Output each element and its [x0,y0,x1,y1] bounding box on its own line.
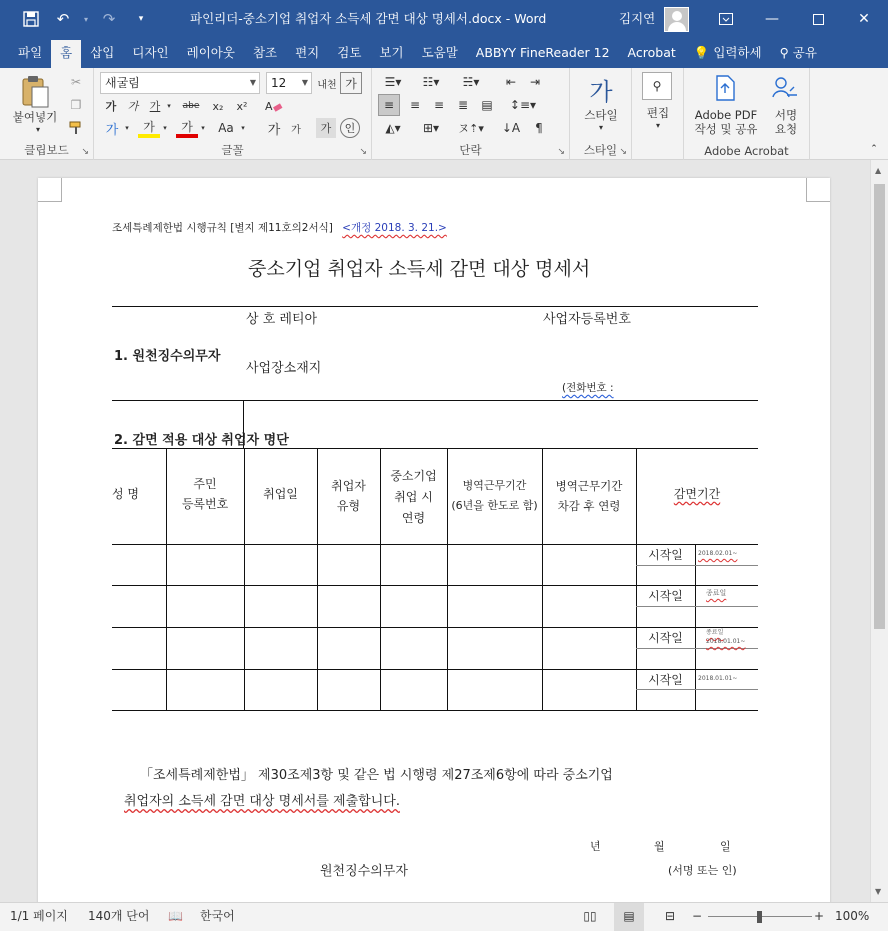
request-signature-line2: 요청 [774,122,798,136]
editing-search-icon[interactable]: ⚲ [642,72,672,100]
user-name[interactable]: 김지연 [619,11,656,26]
underline-dropdown-icon[interactable]: ▾ [167,102,171,110]
divider [112,400,758,401]
svg-text:A: A [265,100,273,113]
page-count[interactable]: 1/1 페이지 [10,909,68,923]
period-hint [698,675,737,682]
editing-dropdown-icon[interactable]: ▾ [655,120,660,130]
ribbon-display-icon[interactable] [703,0,749,38]
tell-me-label: 입력하세 [713,45,762,60]
column-header-employment-date: 취업일 [263,487,298,501]
share-button[interactable] [771,40,833,68]
column-header-military-period: 병역근무기간 (6년을 한도로 함) [451,479,538,512]
column-header-exemption-period [636,484,758,504]
document-area [0,160,870,902]
request-signature-icon[interactable] [770,74,800,102]
font-size-combo[interactable] [266,72,312,94]
start-date-label: 시작일 [648,631,683,645]
subscript-icon[interactable]: x₂ [212,99,224,113]
highlight-icon[interactable]: 가 [138,118,160,138]
request-signature-line1: 서명 [774,108,798,122]
proofing-icon[interactable]: 📖 [168,909,183,923]
paste-icon[interactable] [10,72,60,112]
table-border [112,710,758,711]
zoom-slider-thumb[interactable] [757,911,762,923]
column-header-age-at-hire: 중소기업 취업 시 연령 [390,469,437,525]
section-employee-list: 2. 감면 적용 대상 취업자 명단 [114,433,289,448]
highlight-dropdown-icon[interactable]: ▾ [163,124,167,132]
collapse-ribbon-icon[interactable]: ⌃ [870,144,878,154]
distributed-icon[interactable]: ▤ [481,98,493,112]
font-name-combo[interactable] [100,72,260,94]
scroll-down-icon[interactable]: ▼ [875,887,882,896]
undo-dropdown-icon[interactable]: ▾ [83,14,88,24]
form-header [112,220,447,235]
column-header-name: 성 명 [112,487,139,501]
window-title: 파인리더-중소기업 취업자 소득세 감면 대상 명세서.docx - Word [190,11,547,26]
ribbon-tabs [0,38,888,68]
scroll-up-icon[interactable]: ▲ [875,166,882,175]
ribbon [0,68,888,160]
period-hint [698,550,737,557]
form-header-revision: <개정 2018. 3. 21.> [342,222,447,234]
statement-line2 [124,790,400,809]
align-left-icon[interactable]: ≡ [378,94,400,116]
justify-icon[interactable]: ≣ [457,98,469,112]
web-layout-icon[interactable]: ⊟ [664,909,676,923]
table-border [695,544,696,710]
grow-font-icon[interactable]: 가 [267,122,281,138]
table-border [636,606,758,607]
acrobat-group-label: Adobe Acrobat [704,144,789,158]
company-row [246,308,317,327]
borders-icon[interactable]: ⊞▾ [422,121,440,135]
bullets-icon[interactable]: ☰▾ [384,75,402,89]
customize-qat-icon[interactable]: ▾ [138,14,144,24]
copy-icon[interactable]: ❐ [70,98,82,112]
decrease-indent-icon[interactable]: ⇤ [505,75,517,89]
period-hint-text: 2018.01.01~ [698,675,738,682]
column-header-age-after-military: 병역근무기간 차감 후 연령 [555,479,623,513]
tell-me-search[interactable] [685,40,771,68]
clipboard-group [0,68,94,160]
margin-corner-mark [806,178,830,202]
paste-dropdown-icon[interactable]: ▾ [35,124,40,134]
share-label: 공유 [792,45,817,60]
avatar[interactable] [664,7,689,32]
person-icon: ⚲ [779,45,789,60]
redo-icon[interactable]: ↷ [102,10,116,28]
format-painter-icon[interactable] [66,118,86,138]
tab-acrobat[interactable]: Acrobat [627,45,676,60]
text-effects-icon[interactable]: 가 [105,122,119,138]
tab-references[interactable]: 참조 [252,45,278,60]
tab-insert[interactable]: 삽입 [90,45,115,60]
superscript-icon[interactable]: x² [236,99,248,113]
signature-note: (서명 또는 인) [668,864,737,877]
clipboard-launcher-icon[interactable]: ↘ [81,147,89,157]
tab-review[interactable]: 검토 [337,45,362,60]
period-hint-text: 2018.02.01~ [698,550,738,557]
italic-icon[interactable]: 가 [127,100,139,113]
company-label: 상 호 [246,312,276,327]
request-signature-label[interactable] [766,108,806,136]
font-size-value: 12 [271,76,287,90]
enclose-characters-icon[interactable]: 가 [340,72,362,94]
period-hint-text: 종료일 [706,589,727,597]
shrink-font-icon[interactable]: 가 [291,124,301,136]
font-launcher-icon[interactable]: ↘ [359,147,367,157]
tab-abbyy[interactable]: ABBYY FineReader 12 [475,45,610,60]
zoom-in-icon[interactable]: + [814,909,825,923]
period-hint [706,628,745,646]
font-color-icon[interactable]: 가 [176,118,198,138]
create-pdf-icon[interactable] [712,74,738,102]
print-layout-icon[interactable]: ▤ [614,903,644,931]
bold-icon[interactable]: 가 [105,100,117,113]
paragraph-group-label: 단락 [459,143,482,157]
tab-help[interactable]: 도움말 [421,45,458,60]
date-day: 일 [720,840,731,853]
company-value: 레티아 [279,312,318,327]
editing-button-label[interactable]: 편집 [646,106,670,120]
period-hint [706,588,726,598]
acrobat-group [684,68,810,160]
styles-dropdown-icon[interactable]: ▾ [598,122,603,132]
asian-layout-icon[interactable]: ヌ⇡▾ [458,122,484,135]
scrollbar-thumb[interactable] [874,184,885,629]
exemption-period-label: 감면기간 [673,487,721,501]
maximize-icon[interactable] [795,0,841,38]
paragraph-group [372,68,570,160]
cut-icon[interactable]: ✂ [70,75,82,89]
styles-group-label: 스타일 [583,143,618,157]
document-title: 중소기업 취업자 소득세 감면 대상 명세서 [248,258,591,280]
tab-layout[interactable]: 레이아웃 [186,45,235,60]
close-icon[interactable]: ✕ [858,11,870,27]
font-color-dropdown-icon[interactable]: ▾ [201,124,205,132]
multilevel-list-icon[interactable]: ☵▾ [462,75,480,89]
save-icon[interactable] [16,4,46,34]
underline-icon[interactable]: 가 [149,100,161,113]
tab-view[interactable]: 보기 [379,45,404,60]
change-case-dropdown-icon[interactable]: ▾ [241,124,245,132]
create-pdf-line1: Adobe PDF [694,108,758,122]
tab-file[interactable]: 파일 [18,45,43,60]
styles-group [570,68,632,160]
zoom-out-icon[interactable]: − [692,909,703,923]
numbering-icon[interactable]: ☷▾ [422,75,440,89]
withholder-label: 원천징수의무자 [320,864,408,879]
quick-access-toolbar [0,0,156,38]
statement-line2-text: 취업자의 소득세 감면 대상 명세서를 제출합니다. [124,794,400,809]
date-month: 월 [654,840,665,853]
word-count[interactable]: 140개 단어 [88,909,150,923]
font-name-dropdown-icon[interactable]: ▼ [249,78,256,87]
date-year: 년 [590,840,601,853]
paste-label[interactable]: 붙여넣기 [12,110,58,124]
start-date-label: 시작일 [648,548,683,562]
shading-icon[interactable]: ◭▾ [385,121,401,135]
styles-button-label[interactable]: 스타일 [584,108,618,122]
enclosed-character-icon[interactable]: 인 [340,118,360,138]
column-header-resident-number: 주민 등록번호 [181,477,229,511]
vertical-scrollbar[interactable] [870,160,888,902]
zoom-level[interactable]: 100% [835,909,870,923]
start-date-label: 시작일 [648,673,683,687]
statement-line1: 「조세특례제한법」 제30조제3항 및 같은 법 시행령 제27조제6항에 따라 중소기업 [140,768,613,783]
document-page[interactable] [38,178,830,902]
sort-icon[interactable]: ↓A [501,121,521,135]
clear-formatting-icon[interactable] [262,96,286,116]
paragraph-launcher-icon[interactable]: ↘ [557,147,565,157]
tab-design[interactable]: 디자인 [132,45,169,60]
phone-label: (전화번호 : [562,382,614,394]
line-spacing-icon[interactable]: ↕≡▾ [509,98,537,112]
phonetic-guide-icon[interactable]: 내천 [317,79,337,91]
table-border [112,448,758,449]
table-border [636,648,758,649]
address-label: 사업장소재지 [246,361,322,376]
language[interactable]: 한국어 [200,909,235,923]
undo-icon[interactable]: ↶ [56,10,70,28]
font-group [94,68,372,160]
table-border [636,565,758,566]
increase-indent-icon[interactable]: ⇥ [529,75,541,89]
align-center-icon[interactable]: ≡ [409,98,421,112]
font-group-label: 글꼴 [221,143,244,157]
status-bar [0,902,888,931]
text-effects-dropdown-icon[interactable]: ▾ [125,124,129,132]
character-shading-icon[interactable]: 가 [316,118,336,138]
margin-corner-mark [38,178,62,202]
styles-icon[interactable]: 가 [589,77,613,106]
align-right-icon[interactable]: ≡ [433,98,445,112]
lightbulb-icon: 💡 [693,45,710,60]
tab-home[interactable]: 홈 [51,40,81,68]
font-size-dropdown-icon[interactable]: ▼ [301,78,308,87]
editing-group [632,68,684,160]
change-case-icon[interactable]: Aa [218,121,234,135]
clipboard-group-label: 클립보드 [24,143,69,157]
font-name-value: 새굴림 [105,76,140,90]
read-mode-icon[interactable]: ▯▯ [583,909,597,923]
minimize-icon[interactable]: — [765,11,779,27]
create-pdf-label[interactable] [686,108,766,136]
business-number-label: 사업자등록번호 [543,312,631,327]
period-hint-text: 종료일 2018.01.01~ [706,629,746,645]
section-withholder: 1. 원천징수의무자 [114,349,221,364]
create-pdf-line2: 작성 및 공유 [694,122,758,136]
column-header-employee-type: 취업자 유형 [331,479,366,513]
start-date-label: 시작일 [648,589,683,603]
strikethrough-icon[interactable]: abe [182,101,200,111]
tab-mailings[interactable]: 편지 [295,45,320,60]
styles-launcher-icon[interactable]: ↘ [619,147,627,157]
show-marks-icon[interactable]: ¶ [535,121,543,135]
title-bar [0,0,888,38]
divider [112,306,758,307]
form-header-rule: 조세특례제한법 시행규칙 [별지 제11호의2서식] [112,222,333,234]
